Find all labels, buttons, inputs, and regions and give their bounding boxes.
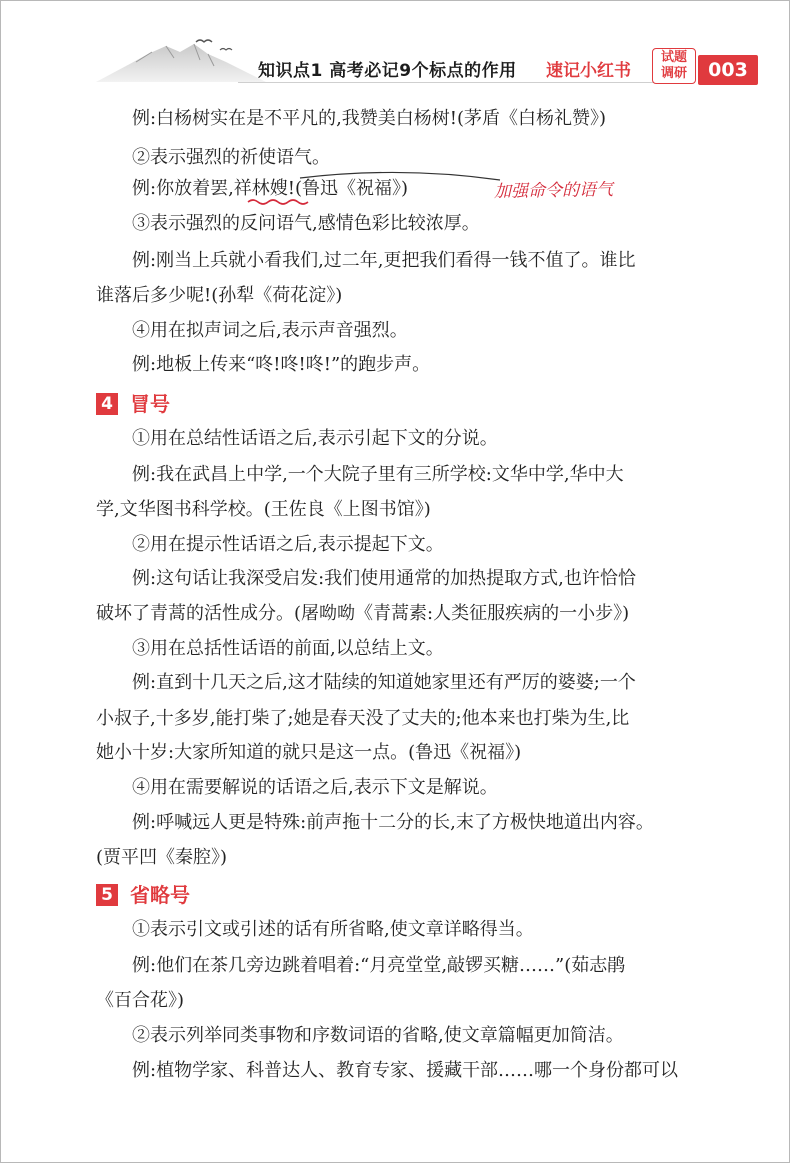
text-line: ④用在需要解说的话语之后,表示下文是解说。 xyxy=(132,777,498,798)
text-line: 例:白杨树实在是不平凡的,我赞美白杨树!(茅盾《白杨礼赞》) xyxy=(132,108,607,129)
text-line: 例:植物学家、科普达人、教育专家、援藏干部……哪一个身份都可以 xyxy=(132,1060,679,1081)
text-line: ②表示强烈的祈使语气。 xyxy=(132,147,330,168)
text-line: ②表示列举同类事物和序数词语的省略,使文章篇幅更加简洁。 xyxy=(132,1025,624,1046)
annotation-arc xyxy=(300,172,500,180)
text-line: ①用在总结性话语之后,表示引起下文的分说。 xyxy=(132,428,498,449)
section-title: 冒号 xyxy=(130,392,170,416)
text-line: ②用在提示性话语之后,表示提起下文。 xyxy=(132,534,444,555)
text-line: 例:他们在茶几旁边跳着唱着:“月亮堂堂,敲锣买糖……”(茹志鹃 xyxy=(132,955,626,976)
text-line: 例:呼喊远人更是特殊:前声拖十二分的长,末了方极快地道出内容。 xyxy=(132,812,654,833)
text-line: 例:直到十几天之后,这才陆续的知道她家里还有严厉的婆婆;一个 xyxy=(132,672,636,693)
text-line: 破坏了青蒿的活性成分。(屠呦呦《青蒿素:人类征服疾病的一小步》) xyxy=(96,603,630,624)
text-line: 谁落后多少呢!(孙犁《荷花淀》) xyxy=(96,285,343,306)
handwritten-note: 加强命令的语气 xyxy=(493,179,614,203)
header-title: 知识点1 高考必记9个标点的作用 xyxy=(258,61,517,81)
page-number: 003 xyxy=(698,55,758,85)
text-line: 例:地板上传来“咚!咚!咚!”的跑步声。 xyxy=(132,354,431,375)
text-line: ③用在总括性话语的前面,以总结上文。 xyxy=(132,638,444,659)
text-line: 她小十岁:大家所知道的就只是这一点。(鲁迅《祝福》) xyxy=(96,742,522,763)
text-line: 《百合花》) xyxy=(96,990,185,1011)
text-line: ③表示强烈的反问语气,感情色彩比较浓厚。 xyxy=(132,213,480,234)
text-line: 例:我在武昌上中学,一个大院子里有三所学校:文华中学,华中大 xyxy=(132,464,624,485)
text-line: 例:刚当上兵就小看我们,过二年,更把我们看得一钱不值了。谁比 xyxy=(132,250,636,271)
text-line: (贾平凹《秦腔》) xyxy=(96,847,228,868)
badge-line-2: 调研 xyxy=(660,66,687,81)
text-line: 例:这句话让我深受启发:我们使用通常的加热提取方式,也许恰恰 xyxy=(132,568,636,589)
text-line: ④用在拟声词之后,表示声音强烈。 xyxy=(132,320,408,341)
badge-line-1: 试题 xyxy=(660,50,687,65)
text-line: ①表示引文或引述的话有所省略,使文章详略得当。 xyxy=(132,919,534,940)
text-line: 学,文华图书科学校。(王佐良《上图书馆》) xyxy=(96,499,431,520)
section-number: 5 xyxy=(96,884,118,906)
wavy-underline xyxy=(248,200,308,204)
section-title: 省略号 xyxy=(130,883,190,907)
section-number: 4 xyxy=(96,393,118,415)
header-series-name: 速记小红书 xyxy=(546,61,631,81)
text-line: 小叔子,十多岁,能打柴了;她是春天没了丈夫的;他本来也打柴为生,比 xyxy=(96,708,630,729)
text-line: 例:你放着罢,祥林嫂!(鲁迅《祝福》) xyxy=(132,178,409,199)
